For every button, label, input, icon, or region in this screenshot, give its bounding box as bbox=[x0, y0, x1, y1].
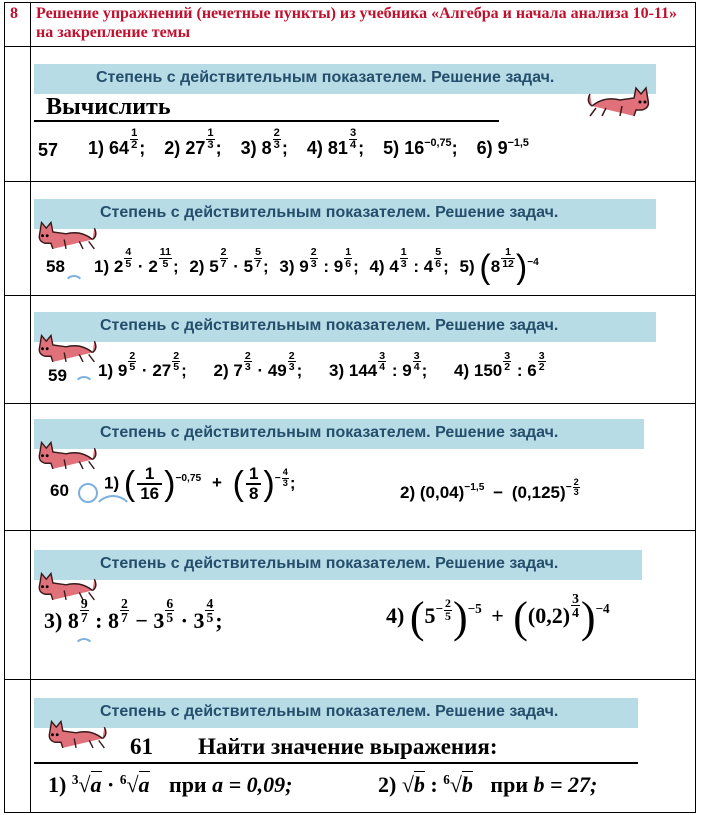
problem-number: 57 bbox=[38, 140, 59, 160]
slide-banner bbox=[34, 550, 642, 580]
item-6: 6) $9^{-1,5}$ bbox=[476, 137, 529, 159]
problem-60-item-2: 2) $(0,04)^{-1,5} - (0,125)^{- \frac{2}{3}}$ bbox=[400, 476, 579, 502]
header-title: Решение упражнений (нечетные пункты) из учебника «Алгебра и начала анализа 10-11» на закрепление темы bbox=[36, 5, 678, 41]
decorative-arc bbox=[64, 275, 84, 285]
item-3: 3) 144 $\frac{3}{4}$ : 9 $\frac{3}{4}$ ; bbox=[329, 349, 428, 380]
heading-underline bbox=[34, 762, 638, 764]
decorative-arc bbox=[74, 638, 94, 658]
decorative-arc bbox=[74, 376, 94, 392]
item-2: 2) 27 $\frac{1}{3}$ ; bbox=[164, 126, 222, 159]
problem-number: 59 bbox=[48, 366, 67, 385]
item-5: 5) (8 $\frac{1}{12}$ )$^{-4}$ bbox=[459, 246, 539, 285]
slide-item3-4 bbox=[34, 546, 656, 670]
heading-underline bbox=[34, 120, 499, 122]
problem-item-4: 4) ($5^{- \frac{2}{5}}$ )$^{-5}$ + ((0,2) $\frac{3}{4}$ )$^{-4}$ bbox=[386, 590, 610, 642]
item-4: 4) 81 $\frac{3}{4}$ ; bbox=[306, 126, 365, 159]
banner-text: Степень с действительным показателем. Решение задач. bbox=[96, 69, 555, 86]
row-number: 8 bbox=[10, 5, 18, 22]
problem-57-items bbox=[88, 126, 529, 161]
item-3: 3) 8 $\frac{2}{3}$ ; bbox=[240, 126, 288, 159]
problem-item-3: 3) 8 $\frac{9}{7}$ : 8 $\frac{2}{7}$ − 3 $\frac{6}{5}$ · 3 $\frac{4}{5}$ ; bbox=[44, 595, 223, 633]
cat-icon bbox=[584, 76, 654, 118]
slide-59 bbox=[34, 308, 656, 392]
decorative-arc bbox=[78, 483, 98, 503]
slide-57 bbox=[34, 60, 656, 170]
cat-icon bbox=[34, 211, 100, 251]
banner-text: Степень с действительным показателем. Решение задач. bbox=[100, 555, 559, 572]
heading-find-value: Найти значение выражения: bbox=[198, 734, 498, 759]
row-divider bbox=[4, 295, 696, 296]
column-divider bbox=[30, 2, 31, 813]
banner-text: Степень с действительным показателем. Решение задач. bbox=[100, 703, 559, 720]
cat-icon bbox=[34, 562, 100, 602]
problem-59-items bbox=[98, 349, 547, 382]
problem-58-items bbox=[94, 246, 539, 285]
banner-text: Степень с действительным показателем. Решение задач. bbox=[100, 204, 559, 221]
slide-60 bbox=[34, 415, 656, 523]
row-divider bbox=[4, 46, 696, 47]
slide-banner bbox=[34, 698, 638, 728]
row-divider bbox=[4, 530, 696, 531]
item-4: 4) 150 $\frac{3}{2}$ : 6 $\frac{3}{2}$ bbox=[454, 349, 545, 380]
problem-number: 60 bbox=[50, 481, 69, 500]
row-divider bbox=[4, 679, 696, 680]
banner-text: Степень с действительным показателем. Решение задач. bbox=[100, 317, 559, 334]
problem-61-item-2: 2) √b : $^6$√b при b = 27; bbox=[378, 772, 598, 797]
heading-vychislit: Вычислить bbox=[46, 94, 171, 120]
item-4: 4) 4 $\frac{1}{3}$ : 4 $\frac{5}{6}$ ; bbox=[369, 246, 449, 277]
item-3: 3) 9 $\frac{2}{3}$ : 9 $\frac{1}{6}$ ; bbox=[279, 246, 359, 277]
banner-text: Степень с действительным показателем. Решение задач. bbox=[100, 424, 559, 441]
item-2: 2) 5 $\frac{2}{7}$ · 5 $\frac{5}{7}$ ; bbox=[189, 246, 269, 277]
problem-number: 58 bbox=[46, 257, 65, 276]
slide-58 bbox=[34, 193, 656, 285]
item-5: 5) $16^{-0,75}$; bbox=[383, 137, 458, 159]
cat-icon bbox=[34, 431, 100, 471]
problem-number: 61 bbox=[130, 734, 153, 759]
cat-icon bbox=[44, 710, 110, 750]
item-1: 1) 9 $\frac{2}{5}$ · 27 $\frac{2}{5}$ ; bbox=[98, 349, 187, 380]
problem-60-item-1: 1) ( $\frac{1}{16}$ )$^{-0,75}$ + ( $\frac{1}{8}$ )$^{- \frac{4}{3}}$ ; bbox=[104, 464, 296, 503]
item-1: 1) 64 $\frac{1}{2}$ ; bbox=[88, 126, 146, 159]
slide-61 bbox=[34, 694, 656, 808]
slide-banner bbox=[34, 419, 644, 449]
slide-banner bbox=[34, 199, 656, 229]
slide-banner bbox=[34, 64, 656, 94]
item-2: 2) 7 $\frac{2}{3}$ · 49 $\frac{2}{3}$ ; bbox=[213, 349, 303, 380]
cat-icon bbox=[34, 324, 100, 364]
item-1: 1) 2 $\frac{4}{5}$ · 2 $\frac{11}{5}$ ; bbox=[94, 246, 179, 277]
row-divider bbox=[4, 181, 696, 182]
slide-banner bbox=[34, 312, 656, 342]
problem-61-item-1: 1) $^3$√a · $^6$√a при a = 0,09; bbox=[48, 772, 293, 797]
row-divider bbox=[4, 403, 696, 404]
